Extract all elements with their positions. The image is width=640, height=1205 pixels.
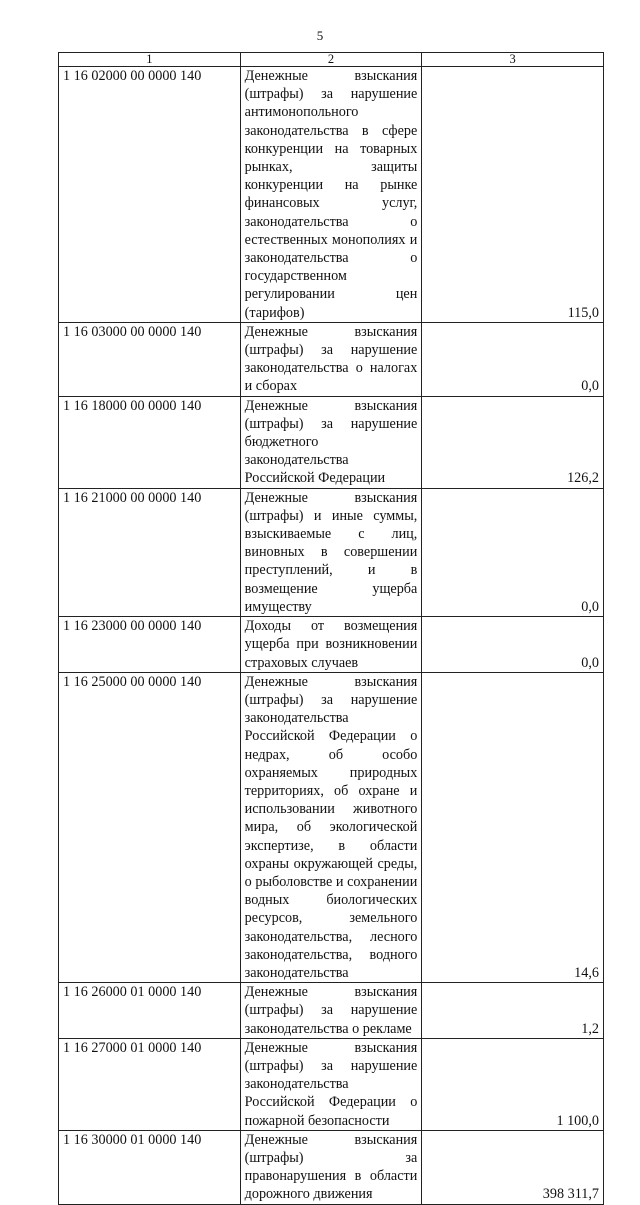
revenue-amount: 0,0 [422, 322, 604, 396]
revenue-code: 1 16 26000 01 0000 140 [59, 983, 241, 1039]
revenue-amount: 14,6 [422, 672, 604, 982]
revenue-code: 1 16 25000 00 0000 140 [59, 672, 241, 982]
revenue-code: 1 16 30000 01 0000 140 [59, 1130, 241, 1204]
revenue-description: Денежные взыскания (штрафы) за нарушение законодательства Российской Федерации о недрах, об особо охраняемых природных территориях, об охране и использовании животного мира, об экологической экспертизе, в области охраны окружающей среды, о рыболовстве и сохранении водных биологических ресурсов, земельного законодательства, лесного законодательства, водного законодательства [240, 672, 422, 982]
revenue-code: 1 16 21000 00 0000 140 [59, 488, 241, 616]
table-row [59, 1038, 604, 1130]
table-row [59, 67, 604, 323]
column-header-3: 3 [422, 53, 604, 67]
revenue-description: Денежные взыскания (штрафы) за нарушение бюджетного законодательства Российской Федерации [240, 396, 422, 488]
table-header-row [59, 53, 604, 67]
revenue-amount: 1,2 [422, 983, 604, 1039]
column-header-2: 2 [240, 53, 422, 67]
revenue-description: Денежные взыскания (штрафы) за нарушение законодательства о налогах и сборах [240, 322, 422, 396]
revenue-code: 1 16 18000 00 0000 140 [59, 396, 241, 488]
revenue-amount: 0,0 [422, 617, 604, 673]
revenue-description: Денежные взыскания (штрафы) и иные суммы, взыскиваемые с лиц, виновных в совершении преступлений, и в возмещение ущерба имуществу [240, 488, 422, 616]
revenue-code: 1 16 23000 00 0000 140 [59, 617, 241, 673]
revenue-amount: 0,0 [422, 488, 604, 616]
revenue-amount: 1 100,0 [422, 1038, 604, 1130]
revenue-amount: 398 311,7 [422, 1130, 604, 1204]
revenue-description: Денежные взыскания (штрафы) за нарушение законодательства Российской Федерации о пожарной безопасности [240, 1038, 422, 1130]
table-row [59, 617, 604, 673]
revenue-code: 1 16 02000 00 0000 140 [59, 67, 241, 323]
revenue-code: 1 16 27000 01 0000 140 [59, 1038, 241, 1130]
revenue-amount: 115,0 [422, 67, 604, 323]
table-row [59, 488, 604, 616]
revenue-description: Денежные взыскания (штрафы) за нарушение антимонопольного законодательства в сфере конкуренции на товарных рынках, защиты конкуренции на рынке финансовых услуг, законодательства о естественных монополиях и законодательства о государственном регулировании цен (тарифов) [240, 67, 422, 323]
revenue-description: Доходы от возмещения ущерба при возникновении страховых случаев [240, 617, 422, 673]
revenue-amount: 126,2 [422, 396, 604, 488]
table-row [59, 396, 604, 488]
table-row [59, 983, 604, 1039]
table-row [59, 1130, 604, 1204]
table-row [59, 322, 604, 396]
revenue-description: Денежные взыскания (штрафы) за правонарушения в области дорожного движения [240, 1130, 422, 1204]
table-row [59, 672, 604, 982]
revenue-description: Денежные взыскания (штрафы) за нарушение законодательства о рекламе [240, 983, 422, 1039]
column-header-1: 1 [59, 53, 241, 67]
revenue-table [58, 52, 604, 1205]
page-number: 5 [316, 28, 324, 43]
revenue-code: 1 16 03000 00 0000 140 [59, 322, 241, 396]
